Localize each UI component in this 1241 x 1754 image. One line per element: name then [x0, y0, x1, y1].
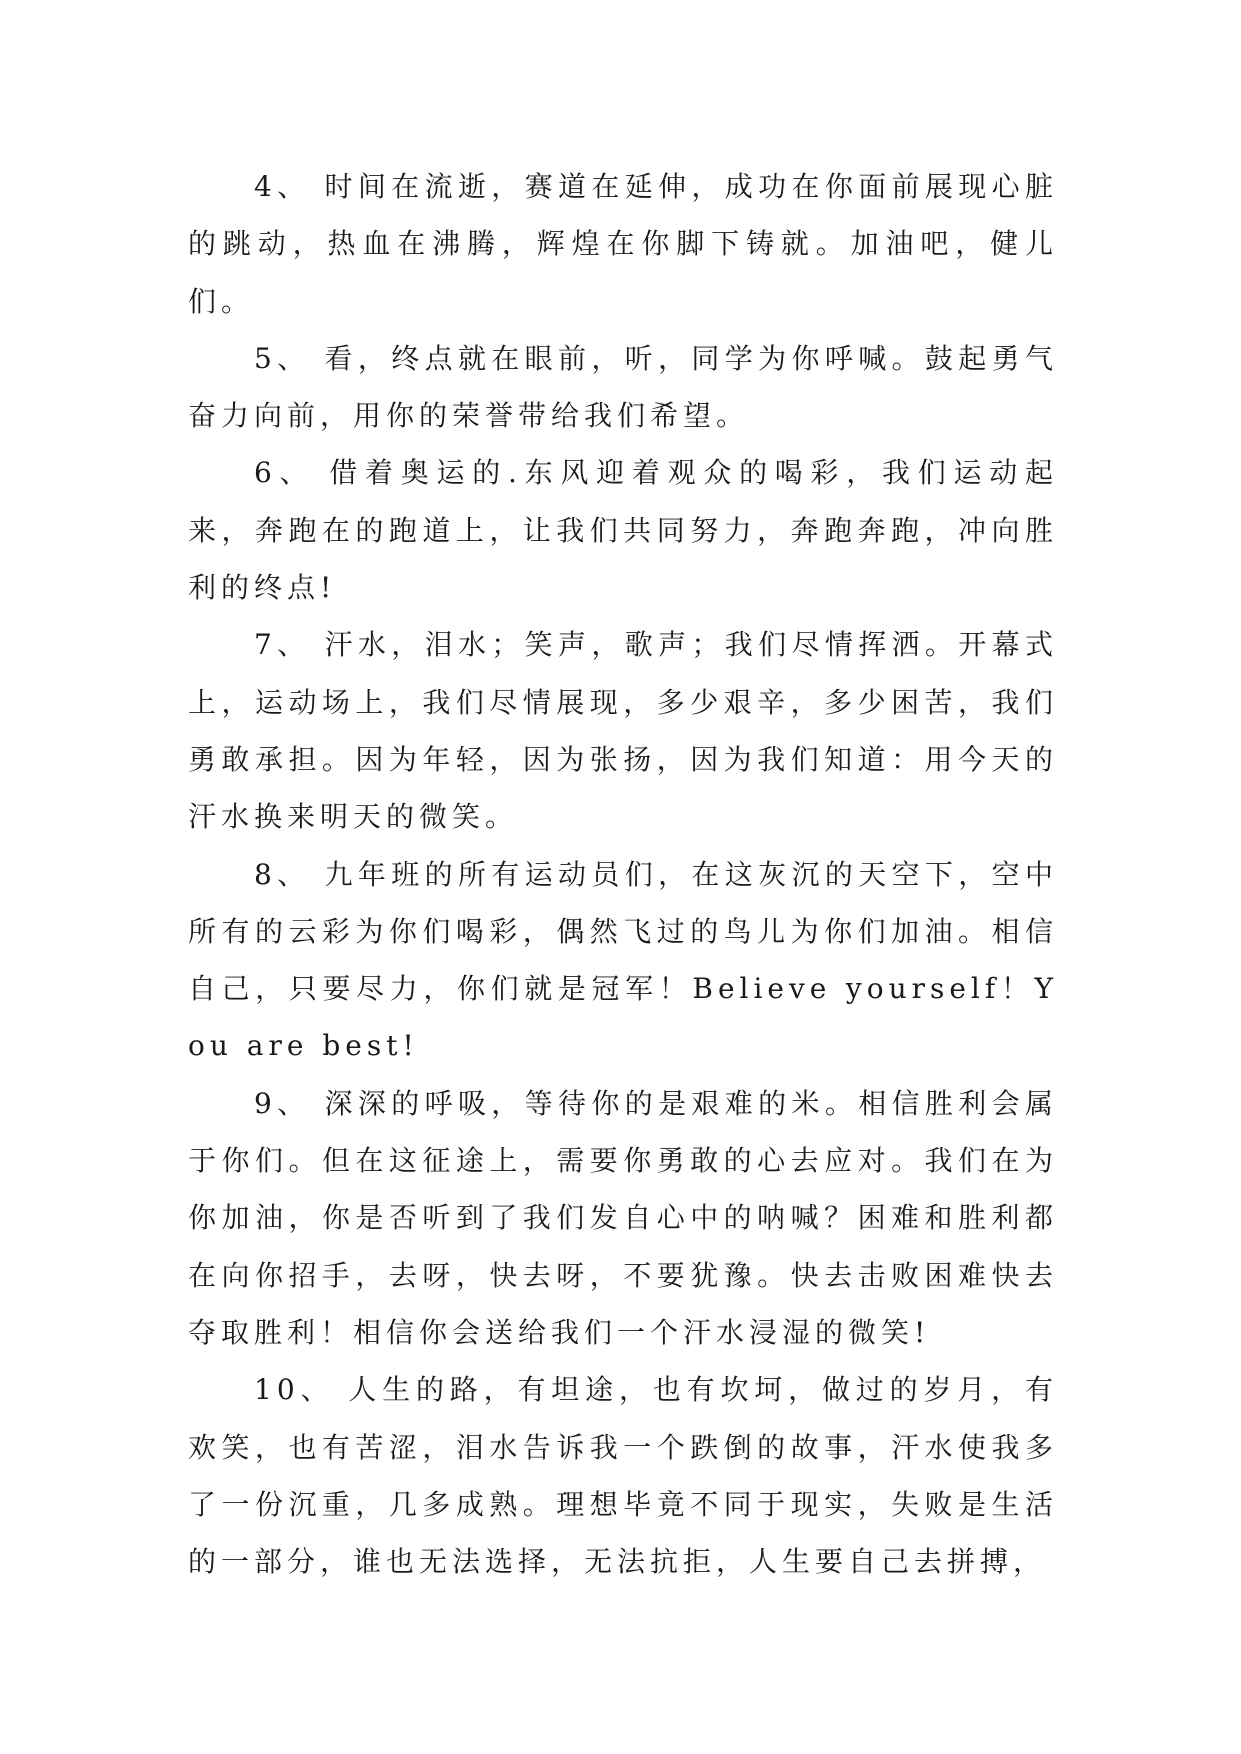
paragraph-number: 5、 — [254, 341, 311, 375]
paragraph-text: 深深的呼吸，等待你的是艰难的米。相信胜利会属于你们。但在这征途上，需要你勇敢的心去应对。我们在为你加油，你是否听到了我们发自心中的呐喊？困难和胜利都在向你招手，去呀，快去呀，不要犹豫。快去击败困难快去夺取胜利！相信你会送给我们一个汗水浸湿的微笑! — [188, 1086, 1058, 1349]
paragraph-8 — [188, 846, 1058, 1075]
paragraph-number: 4、 — [254, 170, 311, 203]
paragraph-5 — [188, 330, 1058, 445]
paragraph-number: 7、 — [254, 628, 311, 662]
paragraph-text: 人生的路，有坦途，也有坎坷，做过的岁月，有欢笑，也有苦涩，泪水告诉我一个跌倒的故事，汗水使我多了一份沉重，几多成熟。理想毕竟不同于现实，失败是生活的一部分，谁也无法选择，无法抗拒，人生要自己去拼搏， — [188, 1373, 1058, 1579]
paragraph-9 — [188, 1075, 1058, 1361]
paragraph-text: 借着奥运的.东风迎着观众的喝彩，我们运动起来，奔跑在的跑道上，让我们共同努力，奔跑奔跑，冲向胜利的终点! — [188, 456, 1058, 605]
paragraph-7 — [188, 616, 1058, 845]
paragraph-10 — [188, 1361, 1058, 1590]
paragraph-text: 看，终点就在眼前，听，同学为你呼喊。鼓起勇气奋力向前，用你的荣誉带给我们希望。 — [188, 341, 1058, 433]
paragraph-text: 汗水，泪水；笑声，歌声；我们尽情挥洒。开幕式上，运动场上，我们尽情展现，多少艰辛，多少困苦，我们勇敢承担。因为年轻，因为张扬，因为我们知道：用今天的汗水换来明天的微笑。 — [188, 628, 1058, 834]
paragraph-number: 8、 — [254, 857, 311, 891]
paragraph-text: 九年班的所有运动员们，在这灰沉的天空下，空中所有的云彩为你们喝彩，偶然飞过的鸟儿为你们加油。相信自己，只要尽力，你们就是冠军！Believe yourself！You are best! — [188, 857, 1058, 1063]
paragraph-4 — [188, 158, 1058, 330]
paragraph-number: 9、 — [254, 1086, 311, 1120]
paragraph-number: 6、 — [254, 456, 316, 490]
paragraph-number: 10、 — [254, 1373, 335, 1407]
paragraph-6 — [188, 444, 1058, 616]
paragraph-text: 时间在流逝，赛道在延伸，成功在你面前展现心脏的跳动，热血在沸腾，辉煌在你脚下铸就。加油吧，健儿们。 — [188, 170, 1058, 318]
document-page — [188, 158, 1058, 1590]
